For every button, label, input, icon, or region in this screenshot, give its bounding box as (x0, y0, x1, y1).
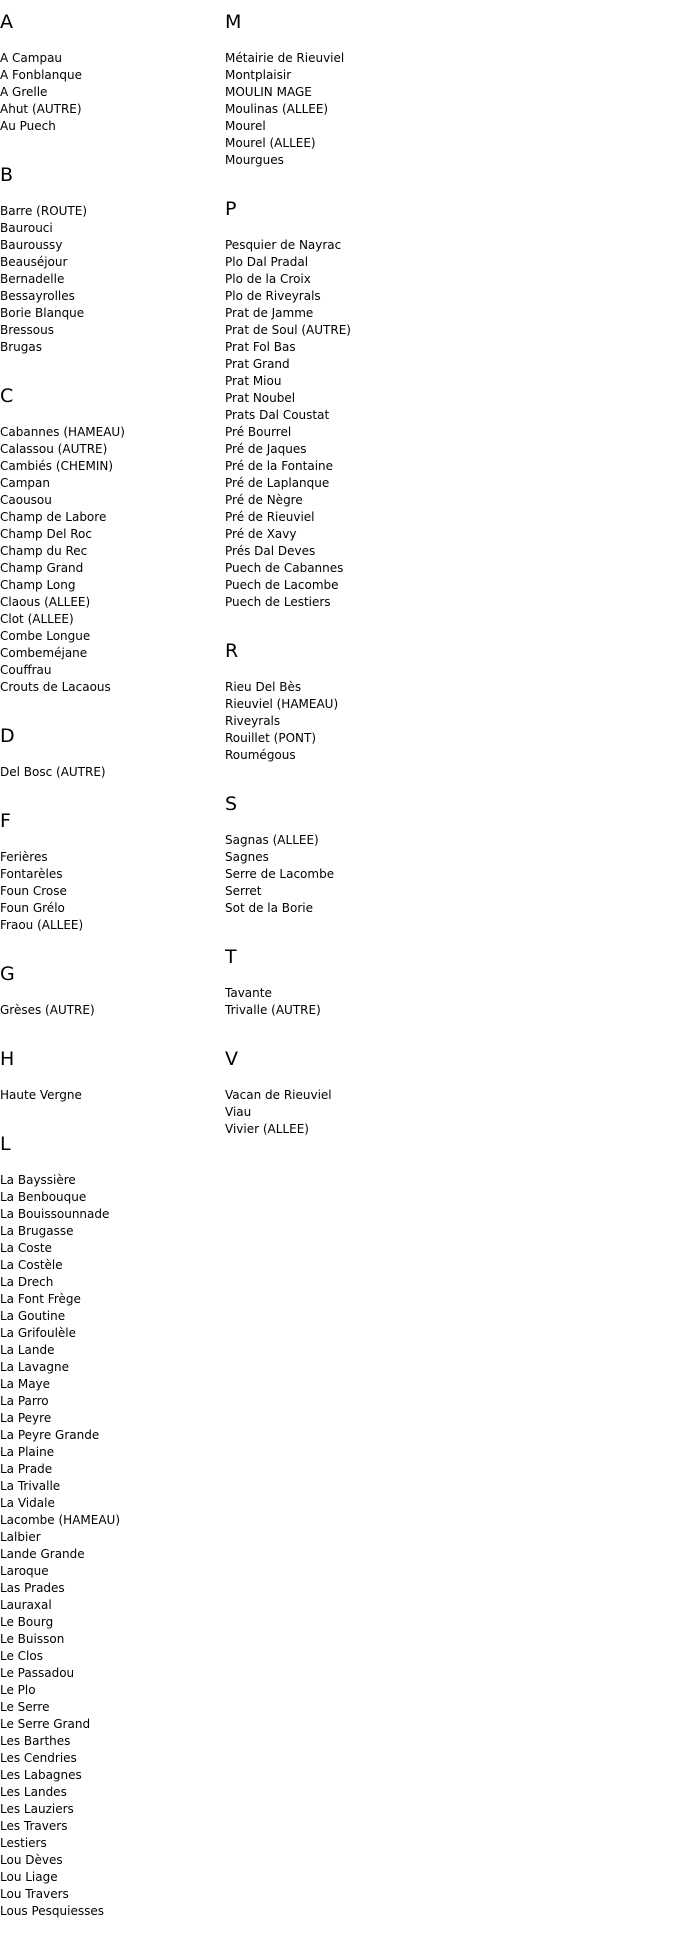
place-list (0, 203, 220, 356)
place-link[interactable]: MOULIN MAGE (225, 85, 312, 99)
list-item (0, 1325, 220, 1342)
place-link[interactable]: La Coste (0, 1241, 52, 1255)
place-link[interactable]: Les Lauziers (0, 1802, 74, 1816)
place-link[interactable]: Le Passadou (0, 1666, 75, 1680)
place-list (0, 764, 220, 781)
list-item (0, 560, 220, 577)
place-link[interactable]: Prés Dal Deves (225, 544, 316, 558)
place-link[interactable]: La Lande (0, 1343, 55, 1357)
place-link[interactable]: Mourel (225, 119, 266, 133)
place-link[interactable]: La Drech (0, 1275, 54, 1289)
letter-group-f (0, 809, 220, 934)
list-item (225, 696, 445, 713)
list-item (0, 1223, 220, 1240)
list-item (0, 1342, 220, 1359)
list-item (0, 475, 220, 492)
list-item (225, 1002, 445, 1019)
place-link[interactable]: Ferières (0, 850, 48, 864)
place-link[interactable]: La Maye (0, 1377, 51, 1391)
list-item (225, 339, 445, 356)
list-item (0, 1869, 220, 1886)
list-item (0, 84, 220, 101)
list-item (0, 1087, 220, 1104)
place-link[interactable]: Le Serre Grand (0, 1717, 91, 1731)
place-link[interactable]: La Peyre (0, 1411, 52, 1425)
place-link[interactable]: Combe Longue (0, 629, 91, 643)
place-link[interactable]: La Peyre Grande (0, 1428, 100, 1442)
list-item (0, 67, 220, 84)
index-column-right (225, 10, 445, 1166)
list-item (0, 1733, 220, 1750)
list-item (225, 747, 445, 764)
list-item (0, 322, 220, 339)
list-item (0, 1614, 220, 1631)
place-link[interactable]: Crouts de Lacaous (0, 680, 111, 694)
letter-heading: L (0, 1133, 11, 1155)
list-item (225, 1121, 445, 1138)
place-link[interactable]: Bessayrolles (0, 289, 75, 303)
list-item (0, 1308, 220, 1325)
list-item (0, 1495, 220, 1512)
place-link[interactable]: Plo de Riveyrals (225, 289, 321, 303)
place-link[interactable]: Puech de Cabannes (225, 561, 344, 575)
place-list (225, 50, 445, 169)
list-item (0, 1189, 220, 1206)
list-item (0, 118, 220, 135)
list-item (0, 679, 220, 696)
place-link[interactable]: Calassou (AUTRE) (0, 442, 108, 456)
place-link[interactable]: Grèses (AUTRE) (0, 1003, 95, 1017)
place-list (0, 849, 220, 934)
place-link[interactable]: Lou Travers (0, 1887, 69, 1901)
place-link[interactable]: Fraou (ALLEE) (0, 918, 84, 932)
place-link[interactable]: Barre (ROUTE) (0, 204, 88, 218)
list-item (0, 1716, 220, 1733)
list-item (0, 1835, 220, 1852)
place-link[interactable]: La Parro (0, 1394, 49, 1408)
place-link[interactable]: Lauraxal (0, 1598, 52, 1612)
place-link[interactable]: Les Cendries (0, 1751, 77, 1765)
place-link[interactable]: Campan (0, 476, 50, 490)
letter-heading: G (0, 963, 15, 985)
place-link[interactable]: Sagnes (225, 850, 269, 864)
list-item (225, 424, 445, 441)
place-link[interactable]: Moulinas (ALLEE) (225, 102, 329, 116)
place-link[interactable]: Champ du Rec (0, 544, 88, 558)
place-link[interactable]: Bauroussy (0, 238, 63, 252)
list-item (0, 849, 220, 866)
letter-group-t (225, 945, 445, 1019)
list-item (0, 101, 220, 118)
place-link[interactable]: La Costèle (0, 1258, 63, 1272)
place-link[interactable]: Lande Grande (0, 1547, 85, 1561)
list-item (225, 458, 445, 475)
list-item (0, 1852, 220, 1869)
list-item (0, 1002, 220, 1019)
list-item (0, 611, 220, 628)
list-item (225, 441, 445, 458)
letter-heading: D (0, 725, 15, 747)
list-item (0, 1801, 220, 1818)
list-item (225, 985, 445, 1002)
list-item (0, 1257, 220, 1274)
letter-heading: H (0, 1048, 15, 1070)
list-item (0, 492, 220, 509)
place-link[interactable]: Sagnas (ALLEE) (225, 833, 319, 847)
list-item (0, 271, 220, 288)
letter-group-h (0, 1047, 220, 1104)
place-link[interactable]: Fontarèles (0, 867, 63, 881)
place-link[interactable]: La Prade (0, 1462, 53, 1476)
list-item (0, 424, 220, 441)
list-item (0, 288, 220, 305)
list-item (0, 1597, 220, 1614)
place-link[interactable]: Haute Vergne (0, 1088, 82, 1102)
place-link[interactable]: La Brugasse (0, 1224, 74, 1238)
list-item (225, 152, 445, 169)
list-item (225, 679, 445, 696)
list-item (0, 1512, 220, 1529)
place-link[interactable]: Prat de Soul (AUTRE) (225, 323, 351, 337)
letter-group-v (225, 1047, 445, 1138)
place-link[interactable]: Las Prades (0, 1581, 65, 1595)
list-item (225, 560, 445, 577)
place-link[interactable]: Bressous (0, 323, 54, 337)
list-item (225, 67, 445, 84)
place-link[interactable]: Pré de Rieuviel (225, 510, 315, 524)
letter-heading: B (0, 164, 14, 186)
place-link[interactable]: Au Puech (0, 119, 56, 133)
place-link[interactable]: Lacombe (HAMEAU) (0, 1513, 121, 1527)
letter-heading: R (225, 640, 239, 662)
place-link[interactable]: Lou Dèves (0, 1853, 63, 1867)
place-link[interactable]: Le Buisson (0, 1632, 65, 1646)
list-item (225, 135, 445, 152)
list-item (225, 118, 445, 135)
place-link[interactable]: Ahut (AUTRE) (0, 102, 82, 116)
list-item (0, 339, 220, 356)
place-link[interactable]: La Plaine (0, 1445, 55, 1459)
letter-heading: P (225, 198, 237, 220)
place-link[interactable]: Puech de Lestiers (225, 595, 331, 609)
letter-heading: A (0, 11, 13, 33)
list-item (0, 526, 220, 543)
place-link[interactable]: Prat Noubel (225, 391, 296, 405)
place-link[interactable]: Baurouci (0, 221, 53, 235)
place-link[interactable]: Le Bourg (0, 1615, 54, 1629)
index-column-left (0, 10, 220, 1948)
place-link[interactable]: Combeméjane (0, 646, 88, 660)
place-list (225, 679, 445, 764)
place-link[interactable]: Serret (225, 884, 262, 898)
letter-heading: C (0, 385, 14, 407)
place-link[interactable]: Pré de Jaques (225, 442, 307, 456)
place-link[interactable]: Vacan de Rieuviel (225, 1088, 332, 1102)
list-item (0, 1461, 220, 1478)
place-link[interactable]: Pré de Nègre (225, 493, 303, 507)
place-list (225, 237, 445, 611)
list-item (0, 1478, 220, 1495)
list-item (0, 1665, 220, 1682)
letter-heading: T (225, 946, 237, 968)
list-item (225, 713, 445, 730)
place-link[interactable]: Cambiés (CHEMIN) (0, 459, 114, 473)
place-link[interactable]: Del Bosc (AUTRE) (0, 765, 106, 779)
place-link[interactable]: Roumégous (225, 748, 296, 762)
place-link[interactable]: Foun Grélo (0, 901, 65, 915)
place-link[interactable]: A Campau (0, 51, 63, 65)
place-link[interactable]: Champ Long (0, 578, 76, 592)
list-item (0, 1206, 220, 1223)
list-item (0, 883, 220, 900)
letter-group-m (225, 10, 445, 169)
place-link[interactable]: Couffrau (0, 663, 52, 677)
place-link[interactable]: Prat Miou (225, 374, 282, 388)
letter-group-s (225, 792, 445, 917)
list-item (0, 917, 220, 934)
place-link[interactable]: La Font Frège (0, 1292, 81, 1306)
list-item (225, 373, 445, 390)
list-item (225, 407, 445, 424)
place-link[interactable]: Cabannes (HAMEAU) (0, 425, 125, 439)
place-link[interactable]: A Fonblanque (0, 68, 82, 82)
place-link[interactable]: Les Labagnes (0, 1768, 82, 1782)
place-link[interactable]: Beauséjour (0, 255, 68, 269)
place-link[interactable]: A Grelle (0, 85, 48, 99)
place-link[interactable]: Laroque (0, 1564, 49, 1578)
list-item (0, 1546, 220, 1563)
place-link[interactable]: La Trivalle (0, 1479, 61, 1493)
list-item (0, 1818, 220, 1835)
list-item (225, 492, 445, 509)
list-item (225, 849, 445, 866)
list-item (225, 254, 445, 271)
letter-group-a (0, 10, 220, 135)
list-item (0, 1648, 220, 1665)
list-item (0, 1563, 220, 1580)
place-link[interactable]: Mourel (ALLEE) (225, 136, 316, 150)
list-item (225, 509, 445, 526)
place-link[interactable]: La Grifoulèle (0, 1326, 77, 1340)
letter-group-l (0, 1132, 220, 1920)
list-item (0, 1393, 220, 1410)
place-link[interactable]: La Bouissounnade (0, 1207, 110, 1221)
list-item (0, 509, 220, 526)
list-item (225, 526, 445, 543)
place-list (225, 985, 445, 1019)
list-item (0, 1631, 220, 1648)
list-item (225, 577, 445, 594)
place-link[interactable]: Les Landes (0, 1785, 67, 1799)
letter-heading: F (0, 810, 11, 832)
list-item (0, 1699, 220, 1716)
list-item (0, 1886, 220, 1903)
place-link[interactable]: Puech de Lacombe (225, 578, 339, 592)
list-item (225, 288, 445, 305)
place-link[interactable]: Lous Pesquiesses (0, 1904, 105, 1918)
list-item (0, 764, 220, 781)
place-link[interactable]: Pré de Xavy (225, 527, 297, 541)
list-item (0, 1172, 220, 1189)
list-item (225, 543, 445, 560)
place-link[interactable]: Prat de Jamme (225, 306, 314, 320)
list-item (225, 237, 445, 254)
place-link[interactable]: Pré de la Fontaine (225, 459, 334, 473)
list-item (225, 832, 445, 849)
letter-group-c (0, 384, 220, 696)
place-link[interactable]: Vivier (ALLEE) (225, 1122, 309, 1136)
place-link[interactable]: Serre de Lacombe (225, 867, 335, 881)
list-item (0, 1274, 220, 1291)
list-item (225, 305, 445, 322)
list-item (225, 50, 445, 67)
place-link[interactable]: La Goutine (0, 1309, 66, 1323)
list-item (0, 900, 220, 917)
place-link[interactable]: Lestiers (0, 1836, 47, 1850)
letter-heading: S (225, 793, 238, 815)
place-link[interactable]: Bernadelle (0, 272, 65, 286)
list-item (0, 458, 220, 475)
place-link[interactable]: Le Plo (0, 1683, 36, 1697)
place-link[interactable]: Pré de Laplanque (225, 476, 330, 490)
list-item (0, 1580, 220, 1597)
list-item (0, 1359, 220, 1376)
letter-group-r (225, 639, 445, 764)
list-item (0, 1240, 220, 1257)
letter-heading: M (225, 11, 242, 33)
list-item (0, 1410, 220, 1427)
place-link[interactable]: La Benbouque (0, 1190, 87, 1204)
place-list (0, 1087, 220, 1104)
list-item (225, 390, 445, 407)
list-item (0, 1784, 220, 1801)
letter-heading: V (225, 1048, 238, 1070)
list-item (0, 1427, 220, 1444)
list-item (0, 1767, 220, 1784)
place-link[interactable]: Caousou (0, 493, 52, 507)
place-link[interactable]: Champ de Labore (0, 510, 107, 524)
place-link[interactable]: La Lavagne (0, 1360, 69, 1374)
list-item (0, 203, 220, 220)
list-item (0, 866, 220, 883)
list-item (0, 237, 220, 254)
list-item (225, 101, 445, 118)
place-link[interactable]: Tavante (225, 986, 272, 1000)
list-item (0, 1750, 220, 1767)
list-item (225, 730, 445, 747)
place-link[interactable]: Prats Dal Coustat (225, 408, 330, 422)
list-item (225, 900, 445, 917)
list-item (225, 1104, 445, 1121)
place-link[interactable]: Rieuviel (HAMEAU) (225, 697, 339, 711)
place-link[interactable]: Pesquier de Nayrac (225, 238, 342, 252)
list-item (225, 322, 445, 339)
list-item (225, 594, 445, 611)
place-link[interactable]: Plo Dal Pradal (225, 255, 309, 269)
place-list (0, 1002, 220, 1019)
list-item (225, 271, 445, 288)
place-link[interactable]: Mourgues (225, 153, 284, 167)
place-link[interactable]: Sot de la Borie (225, 901, 314, 915)
list-item (0, 1682, 220, 1699)
place-link[interactable]: Prat Fol Bas (225, 340, 296, 354)
place-link[interactable]: Plo de la Croix (225, 272, 311, 286)
place-link[interactable]: Champ Del Roc (0, 527, 92, 541)
list-item (0, 662, 220, 679)
list-item (0, 1444, 220, 1461)
place-link[interactable]: Pré Bourrel (225, 425, 292, 439)
list-item (0, 543, 220, 560)
place-link[interactable]: Montplaisir (225, 68, 292, 82)
place-link[interactable]: Les Barthes (0, 1734, 71, 1748)
list-item (225, 84, 445, 101)
place-link[interactable]: Champ Grand (0, 561, 84, 575)
place-list (0, 50, 220, 135)
list-item (225, 356, 445, 373)
letter-group-p (225, 197, 445, 611)
place-link[interactable]: Prat Grand (225, 357, 290, 371)
list-item (0, 1529, 220, 1546)
list-item (0, 254, 220, 271)
list-item (0, 1291, 220, 1308)
list-item (0, 628, 220, 645)
place-list (0, 424, 220, 696)
list-item (0, 1376, 220, 1393)
place-link[interactable]: Rouillet (PONT) (225, 731, 317, 745)
list-item (0, 305, 220, 322)
list-item (0, 441, 220, 458)
place-link[interactable]: Lalbier (0, 1530, 41, 1544)
letter-group-g (0, 962, 220, 1019)
letter-group-d (0, 724, 220, 781)
place-link[interactable]: Riveyrals (225, 714, 281, 728)
place-link[interactable]: Lou Liage (0, 1870, 58, 1884)
list-item (225, 866, 445, 883)
list-item (225, 883, 445, 900)
place-link[interactable]: Borie Blanque (0, 306, 85, 320)
place-link[interactable]: La Vidale (0, 1496, 55, 1510)
place-list (0, 1172, 220, 1920)
list-item (0, 645, 220, 662)
place-link[interactable]: Clot (ALLEE) (0, 612, 74, 626)
place-link[interactable]: Le Clos (0, 1649, 43, 1663)
place-link[interactable]: Métairie de Rieuviel (225, 51, 345, 65)
place-link[interactable]: Foun Crose (0, 884, 67, 898)
place-link[interactable]: Le Serre (0, 1700, 50, 1714)
place-link[interactable]: Rieu Del Bès (225, 680, 302, 694)
list-item (0, 50, 220, 67)
place-link[interactable]: Les Travers (0, 1819, 68, 1833)
letter-group-b (0, 163, 220, 356)
place-link[interactable]: Trivalle (AUTRE) (225, 1003, 321, 1017)
list-item (0, 594, 220, 611)
place-link[interactable]: Viau (225, 1105, 252, 1119)
place-link[interactable]: Brugas (0, 340, 42, 354)
list-item (0, 220, 220, 237)
place-list (225, 832, 445, 917)
list-item (225, 1087, 445, 1104)
list-item (0, 1903, 220, 1920)
list-item (225, 475, 445, 492)
place-list (225, 1087, 445, 1138)
place-link[interactable]: La Bayssière (0, 1173, 76, 1187)
list-item (0, 577, 220, 594)
place-link[interactable]: Claous (ALLEE) (0, 595, 91, 609)
